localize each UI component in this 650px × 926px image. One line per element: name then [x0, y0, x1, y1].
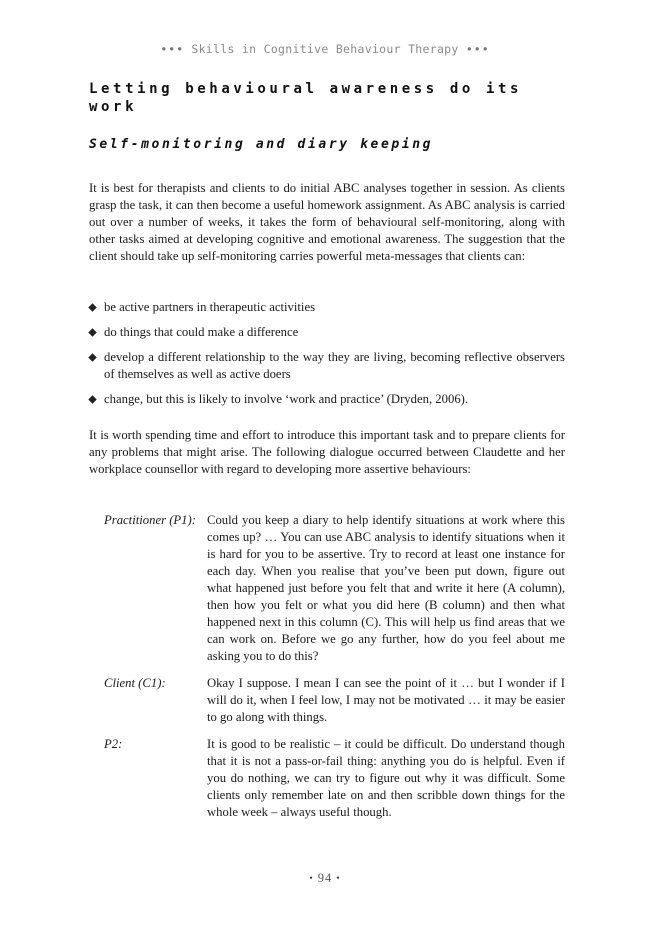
speaker-name: Client (C1): — [104, 676, 166, 690]
running-head-dots-right: ••• — [465, 42, 490, 56]
running-head — [0, 42, 650, 56]
speech-text: Okay I suppose. I mean I can see the point of it … but I wonder if I will do it, when I feel low, I may not be motivated … it may be easier to go along with things. — [207, 676, 565, 724]
bullet-item — [89, 324, 565, 341]
bullet-item — [89, 299, 565, 316]
diamond-bullet-icon — [88, 395, 96, 403]
diamond-bullet-icon — [88, 303, 96, 311]
body-paragraph-1: It is best for therapists and clients to do initial ABC analyses together in session. As clients grasp the task, it can then become a useful homework assignment. As ABC analysis is carried out over a number of weeks, it takes the form of behavioural self-monitoring, along with other tasks aimed at developing cognitive and emotional awareness. The suggestion that the client should take up self-monitoring carries powerful meta-messages that clients can: — [89, 181, 565, 263]
subsection-heading: Self-monitoring and diary keeping — [89, 137, 434, 152]
speech-text: It is good to be realistic – it could be difficult. Do understand though that it is not a pass-or-fail thing: anything you do is helpful. Even if you do nothing, we can try to figure out why it was difficult. Some clients only remember late on and then scribble down things for the whole week – always useful though. — [207, 737, 565, 819]
dialogue-turn — [104, 736, 565, 821]
speaker-name: Practitioner (P1): — [104, 513, 196, 527]
bullet-list — [89, 299, 565, 416]
body-paragraph-2: It is worth spending time and effort to introduce this important task and to prepare clients for any problems that might arise. The following dialogue occurred between Claudette and her workplace counsellor with regard to developing more assertive behaviours: — [89, 428, 565, 476]
dialogue-block — [104, 512, 565, 831]
bullet-text: develop a different relationship to the way they are living, becoming reflective observers of themselves as well as active doers — [104, 350, 565, 381]
dialogue-turn — [104, 675, 565, 726]
folio-dot-right: • — [336, 873, 341, 883]
diamond-bullet-icon — [88, 353, 96, 361]
speaker-name: P2: — [104, 737, 123, 751]
speech-text: Could you keep a diary to help identify situations at work where this comes up? … You can use ABC analysis to identify situations when it is hard for you to be assertive. Try to record at least one instance for each day. When you realise that you’ve been put down, figure out what happened just before you felt that and write it here (A column), then how you felt or what you did here (B column) and then what happened next in this column (C). This will help us find areas that we can work on. Before we go any further, how do you feel about me asking you to do this? — [207, 513, 565, 663]
speaker-label — [104, 736, 207, 821]
folio-dot-left: • — [309, 873, 314, 883]
bullet-item — [89, 391, 565, 408]
speaker-label — [104, 675, 207, 726]
bullet-text: change, but this is likely to involve ‘work and practice’ (Dryden, 2006). — [104, 392, 469, 406]
speaker-label — [104, 512, 207, 665]
bullet-text: be active partners in therapeutic activities — [104, 300, 316, 314]
section-heading: Letting behavioural awareness do its work — [89, 81, 523, 115]
running-head-title: Skills in Cognitive Behaviour Therapy — [191, 42, 459, 56]
diamond-bullet-icon — [88, 328, 96, 336]
page-number-footer — [0, 871, 650, 886]
bullet-text: do things that could make a difference — [104, 325, 299, 339]
page-number: 94 — [317, 871, 333, 885]
bullet-item — [89, 349, 565, 383]
running-head-dots-left: ••• — [160, 42, 185, 56]
dialogue-turn — [104, 512, 565, 665]
